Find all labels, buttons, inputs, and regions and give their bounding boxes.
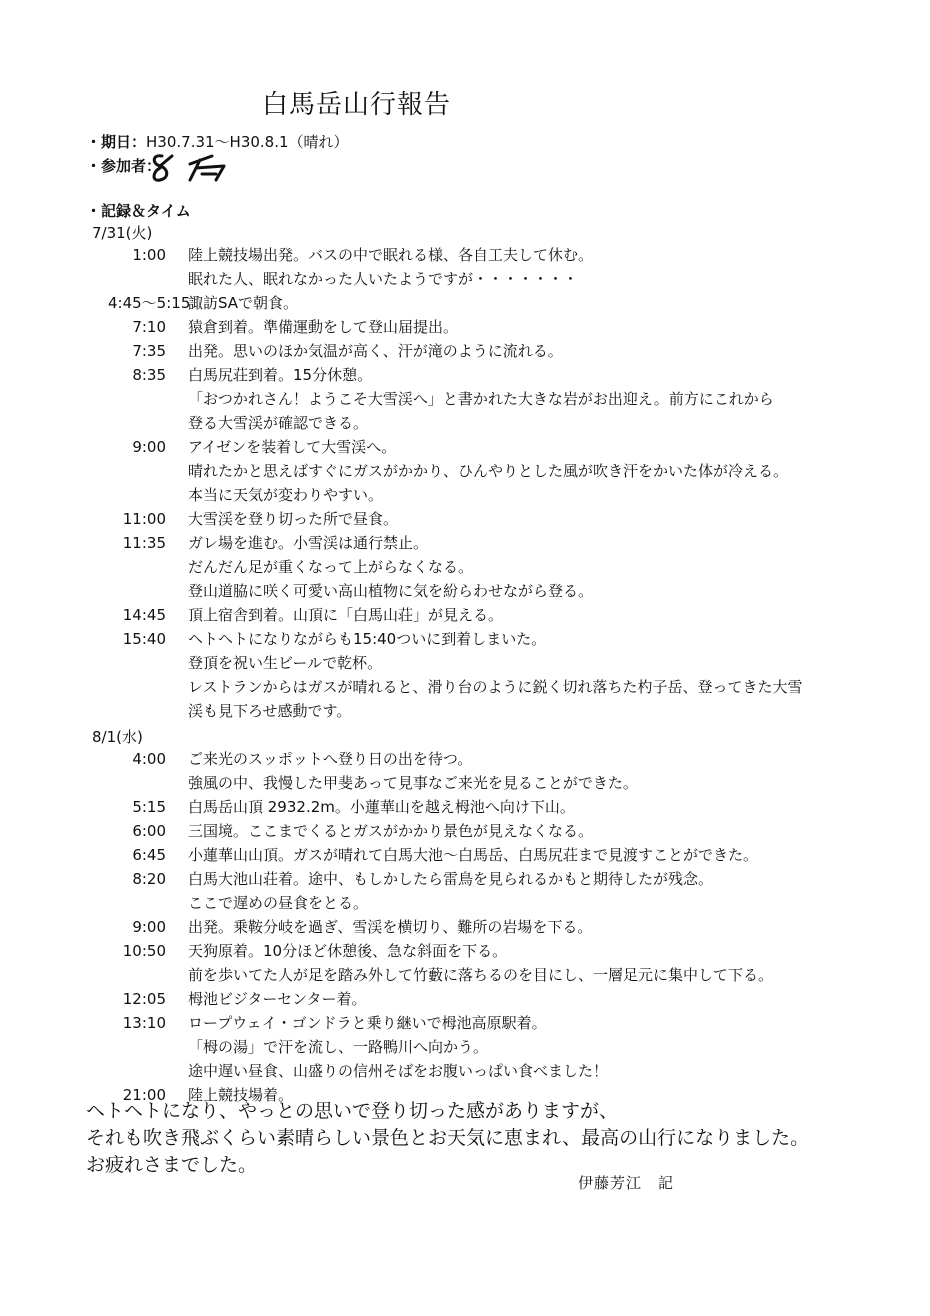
- timeline-entry: [90, 915, 910, 939]
- timeline-entry: [90, 819, 910, 843]
- entry-time: 10:50: [122, 942, 166, 960]
- entry-text: 登山道脇に咲く可愛い高山植物に気を紛らわせながら登る。: [188, 582, 594, 600]
- entry-time: 14:45: [122, 606, 166, 624]
- entry-text: 諏訪SAで朝食。: [188, 294, 299, 312]
- entry-time: 9:00: [132, 438, 166, 456]
- timeline-entry: [90, 363, 910, 387]
- entry-text: 出発。乗鞍分岐を過ぎ、雪渓を横切り、難所の岩場を下る。: [188, 918, 593, 936]
- period-line: [86, 131, 349, 152]
- timeline-entry: [90, 339, 910, 363]
- entry-text: 渓も見下ろせ感動です。: [188, 702, 352, 720]
- timeline-entry: [90, 507, 910, 531]
- timeline-entry: 4:45〜5:15 諏訪SAで朝食。: [90, 291, 910, 315]
- timeline-entry: [90, 627, 910, 651]
- timeline-entry: [90, 435, 910, 459]
- entry-text: だんだん足が重くなって上がらなくなる。: [188, 558, 474, 576]
- entry-time: 6:00: [132, 822, 166, 840]
- entry-time: 4:00: [132, 750, 166, 768]
- entry-time: 15:40: [122, 630, 166, 648]
- entry-text: 強風の中、我慢した甲斐あって見事なご来光を見ることができた。: [188, 774, 638, 792]
- entry-time: 8:20: [132, 870, 166, 888]
- entry-text: 三国境。ここまでくるとガスがかかり景色が見えなくなる。: [188, 822, 594, 840]
- entry-time: 13:10: [122, 1014, 166, 1032]
- entry-text: レストランからはガスが晴れると、滑り台のように鋭く切れ落ちた杓子岳、登ってきた大雪: [188, 678, 803, 696]
- entry-text: 白馬岳山頂 2932.2m。小蓮華山を越え栂池へ向け下山。: [188, 798, 575, 816]
- timeline-entry: [90, 531, 910, 555]
- entry-time: 12:05: [122, 990, 166, 1008]
- entry-text: 頂上宿舎到着。山頂に「白馬山荘」が見える。: [188, 606, 504, 624]
- timeline-entry: [90, 939, 910, 963]
- entry-text: 「おつかれさん！ようこそ大雪渓へ」と書かれた大きな岩がお出迎え。前方にこれから: [188, 390, 774, 408]
- entry-text: 猿倉到着。準備運動をして登山届提出。: [188, 318, 459, 336]
- closing-remarks: [86, 1098, 809, 1179]
- entry-time: 6:45: [132, 846, 166, 864]
- entry-text: 眠れた人、眠れなかった人いたようですが・・・・・・・: [188, 270, 579, 288]
- timeline-entry: [90, 987, 910, 1011]
- timeline-entry: [90, 315, 910, 339]
- timeline-entry: [90, 747, 910, 771]
- entry-text: 栂池ビジターセンター着。: [188, 990, 367, 1008]
- entry-time: 11:35: [122, 534, 166, 552]
- entry-time: 7:35: [132, 342, 166, 360]
- entry-text: ヘトヘトになりながらも15:40ついに到着しまいた。: [188, 630, 547, 648]
- author-signature: 伊藤芳江 記: [578, 1174, 675, 1192]
- entry-text: 天狗原着。10分ほど休憩後、急な斜面を下る。: [188, 942, 508, 960]
- closing-line: ヘトヘトになり、やっとの思いで登り切った感がありますが、: [86, 1100, 619, 1122]
- entry-text: 晴れたかと思えばすぐにガスがかかり、ひんやりとした風が吹き汗をかいた体が冷える。: [188, 462, 789, 480]
- timeline-entry: [90, 867, 910, 891]
- entry-text: ここで遅めの昼食をとる。: [188, 894, 369, 912]
- entry-text: アイゼンを装着して大雪渓へ。: [188, 438, 397, 456]
- entry-text: 登る大雪渓が確認できる。: [188, 414, 369, 432]
- period-label: ・期日：: [86, 133, 147, 151]
- timeline-entry: [90, 603, 910, 627]
- date-heading-day1: 7/31(火): [92, 224, 153, 242]
- entry-text: 「栂の湯」で汗を流し、一路鴨川へ向かう。: [188, 1038, 489, 1056]
- entry-time: 11:00: [122, 510, 166, 528]
- entry-text: 登頂を祝い生ビールで乾杯。: [188, 654, 383, 672]
- entry-time: 5:15: [132, 798, 166, 816]
- timeline-entry: [90, 1011, 910, 1035]
- entry-text: ご来光のスッポットへ登り日の出を待つ。: [188, 750, 473, 768]
- entry-time: 8:35: [132, 366, 166, 384]
- closing-line: お疲れさまでした。: [86, 1154, 258, 1176]
- entry-time: 21:00: [122, 1086, 166, 1104]
- entry-text: 陸上競技場着。: [188, 1086, 294, 1104]
- entry-text: 出発。思いのほか気温が高く、汗が滝のように流れる。: [188, 342, 563, 360]
- entry-text: 白馬尻荘到着。15分休憩。: [188, 366, 373, 384]
- page-title: 白馬岳山行報告: [262, 90, 452, 120]
- entry-text: 大雪渓を登り切った所で昼食。: [188, 510, 399, 528]
- period-value: H30.7.31〜H30.8.1（晴れ）: [146, 133, 349, 151]
- entry-text: ロープウェイ・ゴンドラと乗り継いで栂池高原駅着。: [188, 1014, 547, 1032]
- timeline-entry: [90, 243, 910, 267]
- entry-text: 白馬大池山荘着。途中、もしかしたら雷鳥を見られるかもと期待したが残念。: [188, 870, 714, 888]
- participants-label: ・参加者：: [86, 157, 162, 175]
- date-heading-day2: 8/1(水): [92, 728, 143, 746]
- entry-text: 前を歩いてた人が足を踏み外して竹藪に落ちるのを目にし、一層足元に集中して下る。: [188, 966, 774, 984]
- entry-time: 7:10: [132, 318, 166, 336]
- entry-time: 9:00: [132, 918, 166, 936]
- handwritten-signature-icon: [150, 150, 242, 186]
- timeline-entry: [90, 795, 910, 819]
- entry-text: 陸上競技場出発。バスの中で眠れる様、各自工夫して休む。: [188, 246, 594, 264]
- entry-text: 途中遅い昼食、山盛りの信州そばをお腹いっぱい食べました！: [188, 1062, 609, 1080]
- closing-line: それも吹き飛ぶくらい素晴らしい景色とお天気に恵まれ、最高の山行になりました。: [86, 1127, 810, 1149]
- entry-text: ガレ場を進む。小雪渓は通行禁止。: [188, 534, 429, 552]
- entry-text: 小蓮華山山頂。ガスが晴れて白馬大池〜白馬岳、白馬尻荘まで見渡すことができた。: [188, 846, 759, 864]
- entry-text: 本当に天気が変わりやすい。: [188, 486, 384, 504]
- record-header: ・記録＆タイム: [86, 202, 191, 220]
- entry-time: 1:00: [132, 246, 166, 264]
- timeline-entry: [90, 843, 910, 867]
